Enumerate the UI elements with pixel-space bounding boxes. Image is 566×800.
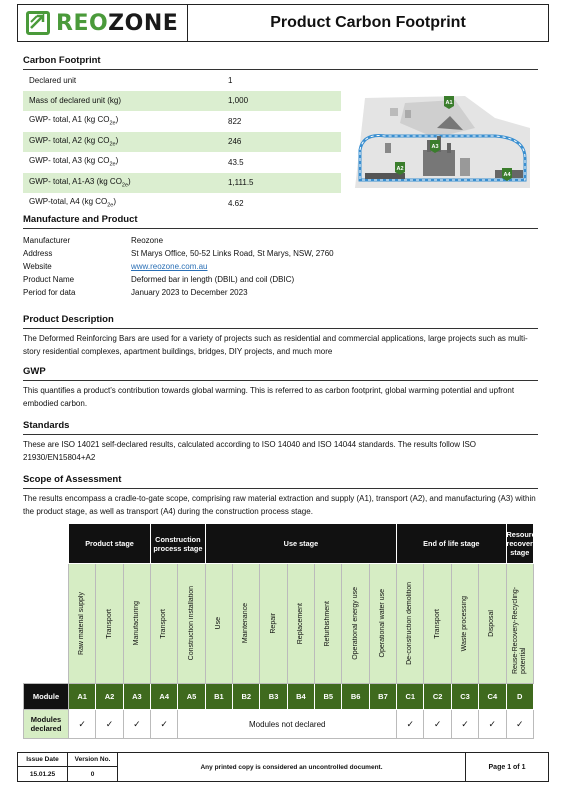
declared-row-label: Modules declared <box>24 710 69 739</box>
module-cell: A1 <box>69 684 96 710</box>
manufacture-heading: Manufacture and Product <box>23 214 538 229</box>
lifecycle-illustration <box>345 88 535 198</box>
carbon-footprint-table <box>23 70 341 214</box>
process-label: Transport <box>433 608 441 639</box>
cf-row-a1 <box>23 111 341 132</box>
process-label: Replacement <box>296 602 304 645</box>
cf-label: GWP- total, A2 (kg $CO_{2e}$) <box>29 135 119 148</box>
module-cell: A3 <box>123 684 150 710</box>
process-label: Raw material supply <box>78 591 86 656</box>
declared-check-icon: ✓ <box>69 710 96 739</box>
declared-check-icon: ✓ <box>123 710 150 739</box>
cf-label: GWP- total, A3 (kg $CO_{2e}$) <box>29 156 119 169</box>
module-cell: B2 <box>233 684 260 710</box>
illus-label-a1: A1 <box>445 100 453 106</box>
gwp-text: This quantifies a product’s contribution towards global warming. This is referred to as carbon footprint, global warming potential and upfront embodied carbon. <box>23 386 515 408</box>
cf-row-a2 <box>23 132 341 153</box>
declared-check-icon: ✓ <box>397 710 424 739</box>
cf-row-mass <box>23 91 341 112</box>
address-value: St Marys Office, 50-52 Links Road, St Marys, NSW, 2760 <box>131 249 334 258</box>
process-label: De-construction demolition <box>406 582 414 665</box>
document-footer <box>17 752 549 782</box>
cf-label: Declared unit <box>29 75 77 85</box>
manufacture-info <box>23 234 538 299</box>
logo-zone-text: ZONE <box>108 10 179 36</box>
module-cell: D <box>506 684 534 710</box>
declared-check-icon: ✓ <box>424 710 451 739</box>
period-label: Period for data <box>23 288 76 297</box>
process-label: Maintenance <box>242 603 250 644</box>
document-header <box>17 4 549 42</box>
module-cell: C2 <box>424 684 451 710</box>
module-cell: A2 <box>96 684 123 710</box>
process-label: Refurbishment <box>324 600 332 647</box>
carbon-footprint-heading: Carbon Footprint <box>23 55 538 70</box>
reozone-logo <box>18 5 188 41</box>
cf-label: Mass of declared unit (kg) <box>29 96 122 106</box>
declared-check-icon: ✓ <box>506 710 534 739</box>
product-name-value: Deformed bar in length (DBIL) and coil (DBIC) <box>131 275 295 284</box>
module-cell: B5 <box>315 684 342 710</box>
cf-row-a4 <box>23 193 341 214</box>
scope-heading: Scope of Assessment <box>23 474 538 489</box>
module-cell: B1 <box>205 684 232 710</box>
declared-check-icon: ✓ <box>96 710 123 739</box>
stage-product: Product stage <box>69 524 151 564</box>
reozone-logo-mark-icon <box>26 11 50 35</box>
cf-value: 246 <box>228 137 242 147</box>
module-cell: C4 <box>479 684 506 710</box>
process-label: Operational water use <box>378 589 386 658</box>
process-label: Waste processing <box>460 595 468 652</box>
version-value: 0 <box>90 770 95 778</box>
cf-label: GWP- total, A1 (kg $CO_{2e}$) <box>29 115 119 128</box>
cf-value: 43.5 <box>228 157 244 167</box>
cf-row-a3 <box>23 152 341 173</box>
stage-resource-recovery: Resource recovery stage <box>506 524 534 564</box>
process-label: Disposal <box>488 610 496 637</box>
module-cell: C1 <box>397 684 424 710</box>
scope-blank-cell <box>24 524 69 564</box>
website-label: Website <box>23 262 52 271</box>
declared-check-icon: ✓ <box>451 710 478 739</box>
page-number: Page 1 of 1 <box>488 763 526 771</box>
period-value: January 2023 to December 2023 <box>131 288 248 297</box>
scope-text: The results encompass a cradle-to-gate scope, comprising raw material extraction and supply (A1), transport (A2), and manufacturing (A3) within the product stage, as well as transport (A4) during the construction process stage. <box>23 494 536 516</box>
standards-heading: Standards <box>23 420 538 435</box>
scope-blank-cell <box>24 564 69 684</box>
cf-value: 1,111.5 <box>228 178 254 188</box>
cf-row-a1-a3 <box>23 173 341 194</box>
scope-table <box>23 523 540 738</box>
cf-value: 822 <box>228 116 242 126</box>
process-label: Operational energy use <box>351 587 359 660</box>
declared-check-icon: ✓ <box>151 710 178 739</box>
module-row-label: Module <box>24 684 69 710</box>
modules-not-declared: Modules not declared <box>178 710 397 739</box>
website-link[interactable]: www.reozone.com.au <box>131 262 208 271</box>
logo-reo-text: REO <box>56 10 109 36</box>
cf-label: GWP- total, A1-A3 (kg $CO_{2e}$) <box>29 176 131 189</box>
document-title: Product Carbon Footprint <box>270 14 466 31</box>
illus-label-a3: A3 <box>431 144 439 150</box>
process-label: Transport <box>160 608 168 639</box>
module-cell: C3 <box>451 684 478 710</box>
cf-value: 4.62 <box>228 198 244 208</box>
product-name-label: Product Name <box>23 275 75 284</box>
stage-end-of-life: End of life stage <box>397 524 506 564</box>
version-label: Version No. <box>68 753 117 767</box>
module-cell: B4 <box>287 684 314 710</box>
product-description-text: The Deformed Reinforcing Bars are used for a variety of projects such as residential and commercial applications, large projects such as multi-story residential complexes, apartment buildings, bridges, DIY projects, and much more <box>23 334 528 356</box>
cf-value: 1,000 <box>228 96 249 106</box>
declared-check-icon: ✓ <box>479 710 506 739</box>
module-cell: B7 <box>369 684 396 710</box>
stage-construction: Construction process stage <box>151 524 206 564</box>
process-label: Repair <box>269 613 277 634</box>
process-label: Construction installation <box>187 586 195 661</box>
stage-use: Use stage <box>205 524 396 564</box>
product-description-heading: Product Description <box>23 314 538 329</box>
process-label: Manufacturing <box>132 601 140 646</box>
issue-date-label: Issue Date <box>18 753 67 767</box>
process-label: Transport <box>105 608 113 639</box>
cf-row-declared-unit <box>23 70 341 91</box>
gwp-heading: GWP <box>23 366 538 381</box>
manufacturer-label: Manufacturer <box>23 236 71 245</box>
manufacturer-value: Reozone <box>131 236 164 245</box>
module-cell: B3 <box>260 684 287 710</box>
cf-value: 1 <box>228 75 233 85</box>
illus-label-a2: A2 <box>396 166 404 172</box>
process-label: Reuse-Recovery-Recycling-potential <box>511 586 527 674</box>
module-cell: B6 <box>342 684 369 710</box>
standards-text: These are ISO 14021 self-declared results, calculated according to ISO 14040 and ISO 14044 standards. The results follow ISO 21930/EN15804+A2 <box>23 440 476 462</box>
illus-label-a4: A4 <box>503 172 511 178</box>
module-cell: A4 <box>151 684 178 710</box>
uncontrolled-notice: Any printed copy is considered an uncontrolled document. <box>118 753 466 781</box>
module-cell: A5 <box>178 684 205 710</box>
process-label: Use <box>214 617 222 630</box>
address-label: Address <box>23 249 53 258</box>
issue-date-value: 15.01.25 <box>29 770 56 778</box>
cf-label: GWP-total, A4 (kg $CO_{2e}$) <box>29 197 117 210</box>
